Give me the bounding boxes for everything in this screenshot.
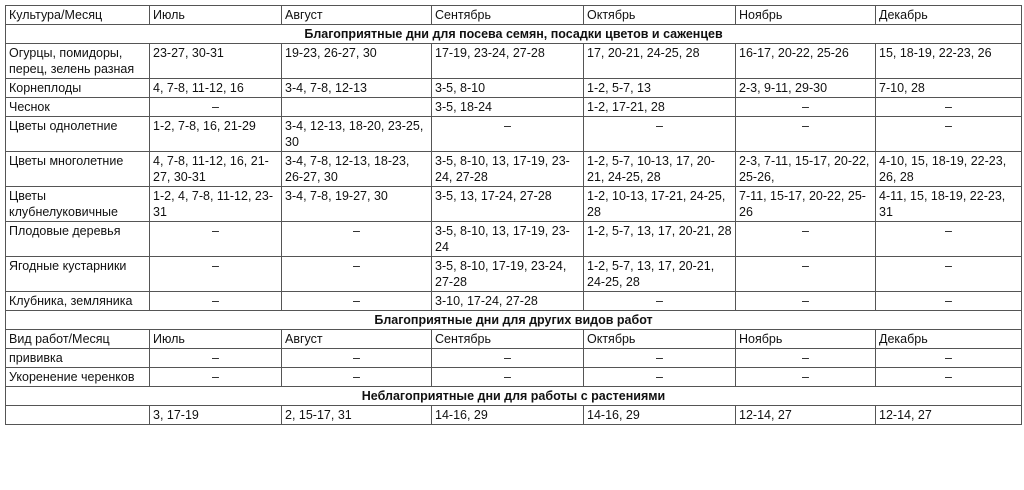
- cell-august: 3-4, 7-8, 12-13, 18-23, 26-27, 30: [282, 152, 432, 187]
- cell-july: 1-2, 4, 7-8, 11-12, 23-31: [150, 187, 282, 222]
- cell-august: –: [282, 349, 432, 368]
- cell-september: 3-5, 13, 17-24, 27-28: [432, 187, 584, 222]
- cell-july: 4, 7-8, 11-12, 16: [150, 79, 282, 98]
- row-label: Цветы клубнелуковичные: [6, 187, 150, 222]
- cell-august: 3-4, 12-13, 18-20, 23-25, 30: [282, 117, 432, 152]
- cell-october: –: [584, 117, 736, 152]
- cell-october: 1-2, 5-7, 13: [584, 79, 736, 98]
- cell-september: 3-5, 8-10: [432, 79, 584, 98]
- cell-september: 3-5, 8-10, 13, 17-19, 23-24: [432, 222, 584, 257]
- cell-december: –: [876, 292, 1022, 311]
- row-label: Корнеплоды: [6, 79, 150, 98]
- header-row-works: [6, 330, 1022, 349]
- cell-december: –: [876, 222, 1022, 257]
- cell-october: –: [584, 292, 736, 311]
- cell-july: 4, 7-8, 11-12, 16, 21-27, 30-31: [150, 152, 282, 187]
- cell-september: 17-19, 23-24, 27-28: [432, 44, 584, 79]
- table-row: [6, 152, 1022, 187]
- table-row: [6, 44, 1022, 79]
- cell-july: 23-27, 30-31: [150, 44, 282, 79]
- cell-august: –: [282, 257, 432, 292]
- cell-october: 1-2, 5-7, 13, 17, 20-21, 24-25, 28: [584, 257, 736, 292]
- cell-november: –: [736, 349, 876, 368]
- header-november: Ноябрь: [736, 6, 876, 25]
- cell-december: 15, 18-19, 22-23, 26: [876, 44, 1022, 79]
- cell-october: 1-2, 10-13, 17-21, 24-25, 28: [584, 187, 736, 222]
- cell-october: –: [584, 349, 736, 368]
- header-crop-month: Культура/Месяц: [6, 6, 150, 25]
- cell-august: –: [282, 368, 432, 387]
- cell-august: –: [282, 292, 432, 311]
- cell-july: –: [150, 292, 282, 311]
- header-december: Декабрь: [876, 330, 1022, 349]
- table-row: [6, 368, 1022, 387]
- cell-december: –: [876, 98, 1022, 117]
- cell-november: –: [736, 257, 876, 292]
- header-july: Июль: [150, 330, 282, 349]
- header-july: Июль: [150, 6, 282, 25]
- header-november: Ноябрь: [736, 330, 876, 349]
- cell-november: 2-3, 7-11, 15-17, 20-22, 25-26,: [736, 152, 876, 187]
- cell-october: 1-2, 17-21, 28: [584, 98, 736, 117]
- cell-november: –: [736, 222, 876, 257]
- table-row: [6, 117, 1022, 152]
- row-label: Укоренение черенков: [6, 368, 150, 387]
- row-label: Ягодные кустарники: [6, 257, 150, 292]
- header-august: Август: [282, 330, 432, 349]
- cell-july: –: [150, 368, 282, 387]
- unfavorable-days-row: [6, 406, 1022, 425]
- header-september: Сентябрь: [432, 6, 584, 25]
- cell-july: 1-2, 7-8, 16, 21-29: [150, 117, 282, 152]
- cell-september: 3-5, 18-24: [432, 98, 584, 117]
- row-label: Чеснок: [6, 98, 150, 117]
- cell-july: –: [150, 222, 282, 257]
- cell-july: 3, 17-19: [150, 406, 282, 425]
- section-title-row: [6, 311, 1022, 330]
- cell-september: 3-5, 8-10, 17-19, 23-24, 27-28: [432, 257, 584, 292]
- row-label: Плодовые деревья: [6, 222, 150, 257]
- header-october: Октябрь: [584, 330, 736, 349]
- cell-december: –: [876, 257, 1022, 292]
- cell-november: –: [736, 368, 876, 387]
- cell-november: 7-11, 15-17, 20-22, 25-26: [736, 187, 876, 222]
- table-row: [6, 98, 1022, 117]
- row-label: Цветы многолетние: [6, 152, 150, 187]
- section-title-row: [6, 25, 1022, 44]
- header-december: Декабрь: [876, 6, 1022, 25]
- cell-july: –: [150, 349, 282, 368]
- cell-august: 3-4, 7-8, 19-27, 30: [282, 187, 432, 222]
- planting-calendar-table: [5, 5, 1022, 425]
- cell-september: –: [432, 117, 584, 152]
- cell-december: –: [876, 117, 1022, 152]
- header-work-month: Вид работ/Месяц: [6, 330, 150, 349]
- cell-august: 2, 15-17, 31: [282, 406, 432, 425]
- header-row: [6, 6, 1022, 25]
- section-title-other-works: Благоприятные дни для других видов работ: [6, 311, 1022, 330]
- cell-october: 14-16, 29: [584, 406, 736, 425]
- row-label: Клубника, земляника: [6, 292, 150, 311]
- table-row: [6, 292, 1022, 311]
- cell-november: –: [736, 98, 876, 117]
- table-row: [6, 222, 1022, 257]
- cell-december: –: [876, 368, 1022, 387]
- section-title-unfavorable-days: Неблагоприятные дни для работы с растениями: [6, 387, 1022, 406]
- cell-december: 4-10, 15, 18-19, 22-23, 26, 28: [876, 152, 1022, 187]
- row-label: Цветы однолетние: [6, 117, 150, 152]
- cell-november: –: [736, 117, 876, 152]
- table-body: [6, 6, 1022, 425]
- cell-december: 7-10, 28: [876, 79, 1022, 98]
- cell-october: 17, 20-21, 24-25, 28: [584, 44, 736, 79]
- cell-october: –: [584, 368, 736, 387]
- cell-november: 2-3, 9-11, 29-30: [736, 79, 876, 98]
- cell-september: –: [432, 368, 584, 387]
- cell-september: 14-16, 29: [432, 406, 584, 425]
- section-title-favorable-planting: Благоприятные дни для посева семян, посадки цветов и саженцев: [6, 25, 1022, 44]
- cell-november: 12-14, 27: [736, 406, 876, 425]
- table-row: [6, 79, 1022, 98]
- cell-october: 1-2, 5-7, 10-13, 17, 20-21, 24-25, 28: [584, 152, 736, 187]
- cell-december: –: [876, 349, 1022, 368]
- cell-august: [282, 98, 432, 117]
- cell-october: 1-2, 5-7, 13, 17, 20-21, 28: [584, 222, 736, 257]
- cell-december: 12-14, 27: [876, 406, 1022, 425]
- cell-september: –: [432, 349, 584, 368]
- row-label: прививка: [6, 349, 150, 368]
- header-october: Октябрь: [584, 6, 736, 25]
- cell-november: 16-17, 20-22, 25-26: [736, 44, 876, 79]
- table-row: [6, 349, 1022, 368]
- cell-august: 3-4, 7-8, 12-13: [282, 79, 432, 98]
- header-august: Август: [282, 6, 432, 25]
- table-row: [6, 187, 1022, 222]
- cell-september: 3-5, 8-10, 13, 17-19, 23-24, 27-28: [432, 152, 584, 187]
- table-row: [6, 257, 1022, 292]
- cell-august: –: [282, 222, 432, 257]
- cell-september: 3-10, 17-24, 27-28: [432, 292, 584, 311]
- cell-december: 4-11, 15, 18-19, 22-23, 31: [876, 187, 1022, 222]
- section-title-row: [6, 387, 1022, 406]
- cell-november: –: [736, 292, 876, 311]
- cell-july: –: [150, 257, 282, 292]
- cell-july: –: [150, 98, 282, 117]
- cell-august: 19-23, 26-27, 30: [282, 44, 432, 79]
- header-september: Сентябрь: [432, 330, 584, 349]
- row-label: Огурцы, помидоры, перец, зелень разная: [6, 44, 150, 79]
- row-label: [6, 406, 150, 425]
